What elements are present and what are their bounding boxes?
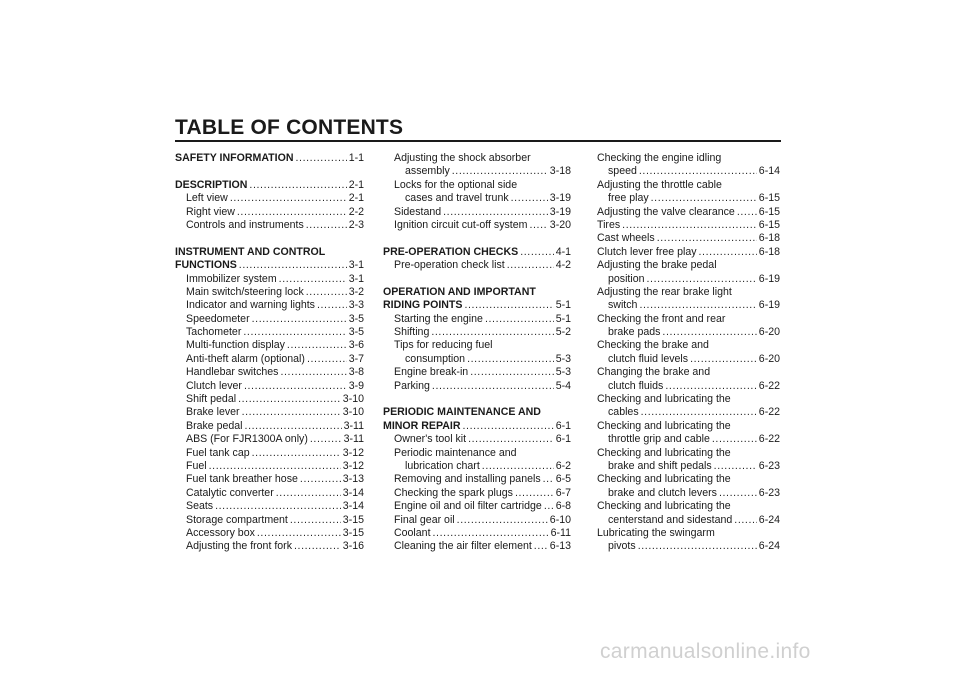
toc-entry[interactable]: Anti-theft alarm (optional) ..... 3-7 (175, 353, 364, 366)
toc-column-2 (383, 152, 571, 554)
toc-entry[interactable]: Left view ..... 2-1 (175, 192, 364, 205)
toc-entry-text: Checking and lubricating the (597, 419, 731, 432)
toc-entry-text: Lubricating the swingarm (597, 526, 715, 539)
toc-entry-minor-repair[interactable]: MINOR REPAIR ..... 6-1 (383, 420, 571, 433)
title-rule (175, 140, 781, 142)
toc-entry[interactable]: Shifting ..... 5-2 (383, 326, 571, 339)
toc-entry[interactable]: Final gear oil ..... 6-10 (383, 514, 571, 527)
toc-entry[interactable]: Parking ..... 5-4 (383, 380, 571, 393)
toc-entry[interactable]: clutch fluid levels ..... 6-20 (597, 353, 780, 366)
toc-entry-safety[interactable]: SAFETY INFORMATION ..... 1-1 (175, 152, 364, 165)
toc-entry[interactable]: lubrication chart ..... 6-2 (383, 460, 571, 473)
toc-entry-preop[interactable]: PRE-OPERATION CHECKS ..... 4-1 (383, 246, 571, 259)
toc-entry[interactable]: Accessory box ..... 3-15 (175, 527, 364, 540)
toc-entry[interactable]: Coolant ..... 6-11 (383, 527, 571, 540)
toc-entry[interactable]: Adjusting the valve clearance ..... 6-15 (597, 206, 780, 219)
toc-entry-description[interactable]: DESCRIPTION ..... 2-1 (175, 179, 364, 192)
toc-heading-operation: OPERATION AND IMPORTANT (383, 285, 536, 298)
toc-entry[interactable]: Starting the engine ..... 5-1 (383, 313, 571, 326)
toc-entry[interactable]: position ..... 6-19 (597, 273, 780, 286)
toc-entry[interactable]: Right view ..... 2-2 (175, 206, 364, 219)
toc-entry[interactable]: centerstand and sidestand ..... 6-24 (597, 514, 780, 527)
toc-entry[interactable]: Speedometer ..... 3-5 (175, 313, 364, 326)
toc-entry-riding-points[interactable]: RIDING POINTS ..... 5-1 (383, 299, 571, 312)
toc-entry[interactable]: brake and clutch levers ..... 6-23 (597, 487, 780, 500)
toc-entry[interactable]: clutch fluids ..... 6-22 (597, 380, 780, 393)
toc-entry-text: Checking and lubricating the (597, 473, 731, 486)
toc-entry[interactable]: cases and travel trunk ..... 3-19 (383, 192, 571, 205)
toc-entry[interactable]: throttle grip and cable ..... 6-22 (597, 433, 780, 446)
toc-entry[interactable]: Engine oil and oil filter cartridge ..... 6-8 (383, 500, 571, 513)
toc-entry[interactable]: Indicator and warning lights ..... 3-3 (175, 299, 364, 312)
toc-entry[interactable]: Tires ..... 6-15 (597, 219, 780, 232)
toc-entry[interactable]: Tachometer ..... 3-5 (175, 326, 364, 339)
toc-entry-text: Periodic maintenance and (394, 446, 517, 459)
toc-entry[interactable]: brake and shift pedals ..... 6-23 (597, 460, 780, 473)
toc-entry[interactable]: brake pads ..... 6-20 (597, 326, 780, 339)
toc-entry-text: Checking and lubricating the (597, 393, 731, 406)
toc-entry[interactable]: Removing and installing panels ..... 6-5 (383, 473, 571, 486)
toc-entry[interactable]: consumption ..... 5-3 (383, 353, 571, 366)
toc-column-1 (175, 152, 364, 554)
toc-entry-text: Checking the brake and (597, 339, 709, 352)
toc-entry[interactable]: ABS (For FJR1300A only) ..... 3-11 (175, 433, 364, 446)
toc-entry[interactable]: switch ..... 6-19 (597, 299, 780, 312)
toc-entry[interactable]: Seats ..... 3-14 (175, 500, 364, 513)
toc-entry[interactable]: Storage compartment ..... 3-15 (175, 514, 364, 527)
toc-entry[interactable]: free play ..... 6-15 (597, 192, 780, 205)
toc-entry-text: Adjusting the brake pedal (597, 259, 717, 272)
toc-entry[interactable]: Catalytic converter ..... 3-14 (175, 487, 364, 500)
toc-entry-text: Tips for reducing fuel (394, 339, 493, 352)
toc-entry[interactable]: Handlebar switches ..... 3-8 (175, 366, 364, 379)
toc-entry[interactable]: speed ..... 6-14 (597, 165, 780, 178)
toc-entry-text: Adjusting the rear brake light (597, 285, 732, 298)
toc-entry[interactable]: Checking the spark plugs ..... 6-7 (383, 487, 571, 500)
toc-entry-functions[interactable]: FUNCTIONS ..... 3-1 (175, 259, 364, 272)
toc-entry[interactable]: Clutch lever ..... 3-9 (175, 380, 364, 393)
toc-entry[interactable]: Ignition circuit cut-off system ..... 3-20 (383, 219, 571, 232)
toc-entry[interactable]: cables ..... 6-22 (597, 406, 780, 419)
toc-entry[interactable]: pivots ..... 6-24 (597, 540, 780, 553)
toc-entry[interactable]: Shift pedal ..... 3-10 (175, 393, 364, 406)
toc-entry-text: Checking and lubricating the (597, 446, 731, 459)
toc-column-3 (597, 152, 780, 554)
toc-entry[interactable]: assembly ..... 3-18 (383, 165, 571, 178)
toc-entry-text: Adjusting the throttle cable (597, 178, 722, 191)
toc-entry[interactable]: Brake lever ..... 3-10 (175, 406, 364, 419)
toc-entry[interactable]: Controls and instruments ..... 2-3 (175, 219, 364, 232)
toc-entry-text: Locks for the optional side (394, 178, 518, 191)
watermark: carmanualsonline.info (600, 640, 811, 663)
toc-entry[interactable]: Multi-function display ..... 3-6 (175, 339, 364, 352)
toc-entry-text: Checking and lubricating the (597, 500, 731, 513)
toc-entry-text: Checking the front and rear (597, 312, 726, 325)
toc-entry[interactable]: Clutch lever free play ..... 6-18 (597, 246, 780, 259)
toc-heading-maintenance: PERIODIC MAINTENANCE AND (383, 406, 541, 419)
toc-entry[interactable]: Main switch/steering lock ..... 3-2 (175, 286, 364, 299)
toc-entry[interactable]: Adjusting the front fork ..... 3-16 (175, 540, 364, 553)
toc-entry[interactable]: Fuel tank cap ..... 3-12 (175, 447, 364, 460)
toc-entry[interactable]: Pre-operation check list ..... 4-2 (383, 259, 571, 272)
toc-entry[interactable]: Fuel ..... 3-12 (175, 460, 364, 473)
toc-entry[interactable]: Sidestand ..... 3-19 (383, 206, 571, 219)
toc-entry[interactable]: Cleaning the air filter element ..... 6-13 (383, 540, 571, 553)
toc-entry-text: Adjusting the shock absorber (394, 152, 531, 164)
toc-entry-text: Checking the engine idling (597, 152, 722, 164)
toc-entry[interactable]: Fuel tank breather hose ..... 3-13 (175, 473, 364, 486)
page-title: TABLE OF CONTENTS (175, 116, 404, 139)
toc-heading-instrument: INSTRUMENT AND CONTROL (175, 245, 326, 258)
toc-entry-text: Changing the brake and (597, 366, 711, 379)
toc-entry[interactable]: Immobilizer system ..... 3-1 (175, 273, 364, 286)
toc-entry[interactable]: Engine break-in ..... 5-3 (383, 366, 571, 379)
toc-entry[interactable]: Owner's tool kit ..... 6-1 (383, 433, 571, 446)
toc-entry[interactable]: Cast wheels ..... 6-18 (597, 232, 780, 245)
toc-entry[interactable]: Brake pedal ..... 3-11 (175, 420, 364, 433)
